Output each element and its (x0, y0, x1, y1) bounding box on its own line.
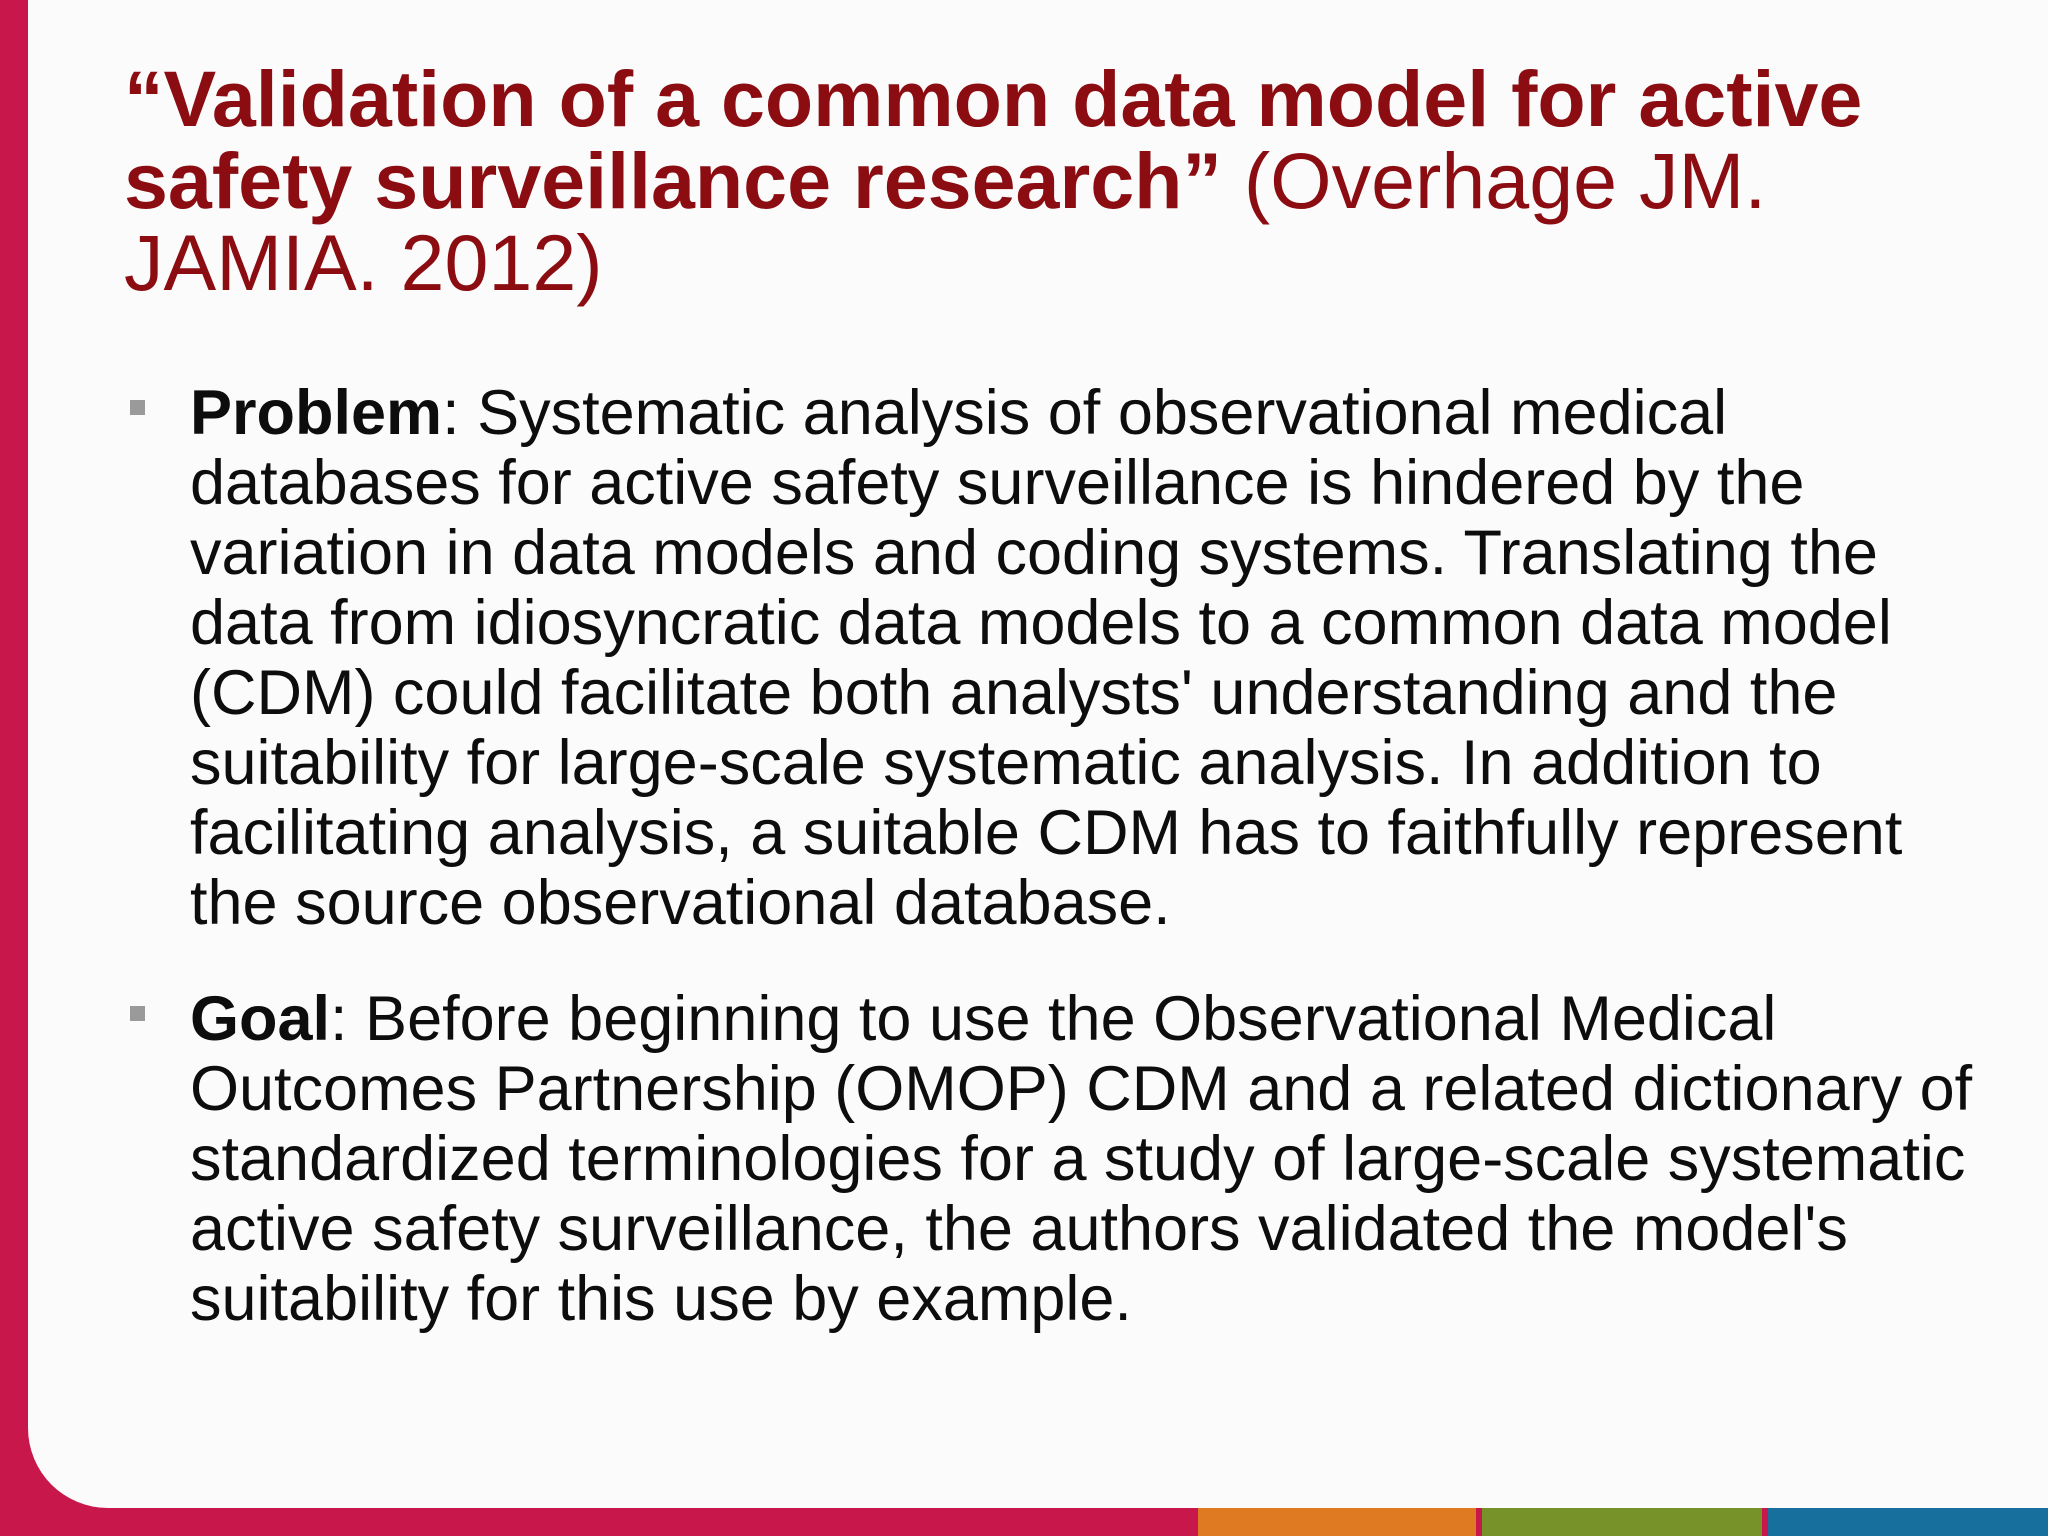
bullet-text: Before beginning to use the Observational Medical Outcomes Partnership (OMOP) CDM and a related dictionary of standardized terminologies for a study of large-scale systematic active safety surveillance, the authors validated the model's suitability for this use by example. (190, 984, 1973, 1334)
bullet-term: Goal (190, 984, 331, 1054)
title-paper-name: “Validation of a common data model for active safety surveillance research” (124, 54, 1863, 225)
bullet-square-icon (130, 1006, 145, 1021)
bullet-list (124, 378, 2004, 1380)
bullet-separator: : (442, 378, 460, 448)
bullet-item-problem (124, 378, 2004, 938)
footer-segment-orange (1198, 1508, 1476, 1536)
footer-segment-magenta (0, 1508, 1192, 1536)
bullet-term: Problem (190, 378, 443, 448)
bullet-separator: : (330, 984, 348, 1054)
slide-title (124, 54, 1994, 307)
bullet-square-icon (130, 400, 145, 415)
footer-segment-blue (1768, 1508, 2048, 1536)
title-citation: (Overhage JM. JAMIA. 2012) (124, 136, 1767, 307)
bullet-item-goal (124, 984, 2004, 1334)
bullet-text: Systematic analysis of observational medical databases for active safety surveillance is hindered by the variation in data models and coding systems. Translating the data from idiosyncratic data models to a common data model (CDM) could facilitate both analysts' understanding and the suitability for large-scale systematic analysis. In addition to facilitating analysis, a suitable CDM has to faithfully represent the source observational database. (190, 378, 1903, 938)
footer-color-strip (0, 1508, 2048, 1536)
footer-segment-green (1482, 1508, 1762, 1536)
